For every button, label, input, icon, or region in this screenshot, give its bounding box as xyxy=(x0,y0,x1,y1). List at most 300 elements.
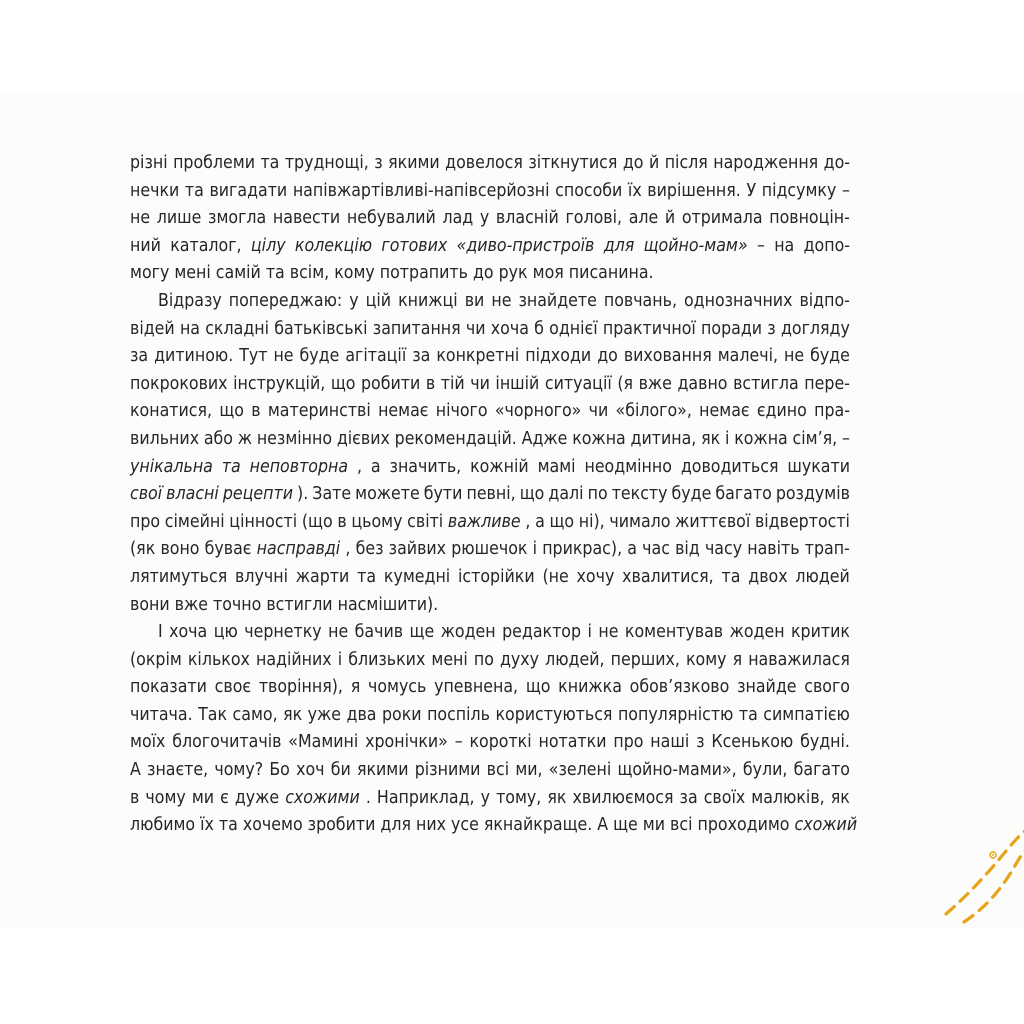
word: я xyxy=(732,649,743,670)
word: буде xyxy=(671,484,712,505)
word: малюків, xyxy=(751,787,825,808)
word: уже xyxy=(307,704,342,725)
word: шукати xyxy=(787,456,850,477)
word: до xyxy=(597,346,618,367)
word: чому? xyxy=(214,760,264,781)
word: хронічки» xyxy=(365,732,448,753)
word: конатися, xyxy=(130,401,213,422)
word: кожна xyxy=(734,428,788,449)
italic-word: схожими xyxy=(285,787,360,808)
text-line xyxy=(130,702,850,730)
word: та xyxy=(721,566,741,587)
word: на xyxy=(179,318,200,339)
word: «чорного» xyxy=(494,401,582,422)
word: симпатією xyxy=(763,704,850,725)
word: упевнена, xyxy=(434,677,519,698)
word: сім’я, xyxy=(792,428,838,449)
word: коментував xyxy=(624,622,724,643)
word: проблеми xyxy=(173,153,256,173)
word: – xyxy=(841,180,850,201)
word: відей xyxy=(130,318,175,339)
word: бути xyxy=(423,484,463,505)
text-line xyxy=(130,647,850,675)
italic-word: цілу xyxy=(250,235,286,256)
word: трап- xyxy=(804,539,850,560)
word: про xyxy=(130,511,161,532)
word: історійки xyxy=(458,566,535,587)
word: вильних xyxy=(130,428,200,449)
word: свого xyxy=(804,677,850,698)
word: тій xyxy=(440,373,465,394)
word: і xyxy=(725,428,730,449)
word: однієї xyxy=(549,318,598,339)
word: каталог, xyxy=(170,235,242,256)
word: наважилася xyxy=(748,649,850,670)
text-span: любимо їх та хочемо зробити для них усе якнайкраще. А ще ми всі проходимо xyxy=(130,815,795,836)
word: всі xyxy=(486,760,510,781)
italic-word: важливе xyxy=(447,511,521,532)
word: чомусь xyxy=(367,677,427,698)
word: читача. xyxy=(130,704,193,725)
text-line xyxy=(130,205,850,233)
word: складні xyxy=(205,318,270,339)
word: Наприклад, xyxy=(376,787,475,808)
word: довелося xyxy=(445,153,523,173)
word: повчань, xyxy=(603,290,677,311)
word: нечки xyxy=(130,180,180,201)
text-line xyxy=(130,233,850,261)
word: з xyxy=(696,732,705,753)
word: популярністю xyxy=(617,704,734,725)
word: чому xyxy=(145,787,186,808)
word: роки xyxy=(382,704,422,725)
word: а xyxy=(535,511,545,532)
word: в xyxy=(337,511,347,532)
word: чи xyxy=(470,373,490,394)
word: вирішення. xyxy=(647,180,741,201)
word: напівжартівливі-напівсерйозні xyxy=(292,180,550,201)
word: надійних xyxy=(255,649,332,670)
word: не xyxy=(273,346,294,367)
word: своїх xyxy=(703,787,746,808)
word: «білого», xyxy=(615,401,692,422)
italic-word: «диво-пристроїв xyxy=(456,235,595,256)
word: єдино xyxy=(756,401,807,422)
word: труднощі, xyxy=(284,153,369,173)
word: хвилюємося xyxy=(572,787,674,808)
word: Зате xyxy=(312,484,352,505)
word: мамі xyxy=(537,456,576,477)
word: людей xyxy=(795,566,850,587)
word: отримала xyxy=(681,208,763,229)
italic-word: власні xyxy=(166,484,219,505)
word: немає xyxy=(378,401,429,422)
word: багато xyxy=(793,760,850,781)
word: а xyxy=(627,539,637,560)
word: цій xyxy=(365,290,392,311)
word: чернетку xyxy=(244,622,322,643)
word: після xyxy=(664,153,708,173)
word: дієвих xyxy=(336,428,390,449)
word: агітації xyxy=(345,346,407,367)
text-line xyxy=(130,592,850,620)
word: чимало xyxy=(609,511,671,532)
word: духу xyxy=(499,649,540,670)
word: чи xyxy=(465,318,486,339)
word: близьких xyxy=(348,649,426,670)
word: у xyxy=(480,787,491,808)
text-line xyxy=(130,619,850,647)
word: буде xyxy=(299,346,340,367)
word: хоч xyxy=(296,760,325,781)
italic-word: свої xyxy=(130,484,163,505)
text-line xyxy=(130,150,850,178)
word: як xyxy=(547,787,567,808)
word: Так xyxy=(198,704,228,725)
word: від xyxy=(675,539,700,560)
word: кому xyxy=(685,649,727,670)
word: у xyxy=(479,208,490,229)
word: «зелені xyxy=(548,760,612,781)
text-line xyxy=(130,729,850,757)
text-line xyxy=(130,536,850,564)
word: книжці xyxy=(398,290,458,311)
word: як xyxy=(701,428,721,449)
word: практичної xyxy=(602,318,696,339)
word: (я xyxy=(617,373,634,394)
word: що xyxy=(519,484,545,505)
word: книжка xyxy=(558,677,622,698)
word: як xyxy=(283,704,303,725)
italic-word: та xyxy=(221,456,241,477)
word: значить, xyxy=(389,456,462,477)
word: якими xyxy=(356,760,409,781)
word: власній xyxy=(495,208,559,229)
word: Відразу xyxy=(158,290,222,311)
word: вже xyxy=(638,373,672,394)
word: знайдете xyxy=(518,290,597,311)
word: є xyxy=(220,787,229,808)
word: допо- xyxy=(803,235,850,256)
text-line xyxy=(130,481,850,509)
word: по xyxy=(587,484,608,505)
word: та xyxy=(357,566,377,587)
word: інструкцій, xyxy=(233,373,326,394)
word: що xyxy=(219,401,244,422)
word: за xyxy=(679,787,698,808)
word: не xyxy=(491,290,512,311)
word: не xyxy=(783,346,805,367)
word: або xyxy=(203,428,233,449)
word: робити xyxy=(361,373,421,394)
word: жарти xyxy=(295,566,350,587)
word: ж xyxy=(237,428,253,449)
word: обов’язково xyxy=(629,677,730,698)
word: , xyxy=(356,456,363,477)
word: іншій xyxy=(495,373,540,394)
text-line xyxy=(130,564,850,592)
word: щойно-мами», xyxy=(617,760,737,781)
word: ). xyxy=(297,484,309,505)
word: рюшечок xyxy=(451,539,528,560)
word: (як xyxy=(130,539,156,560)
text-line xyxy=(130,343,850,371)
word: буде xyxy=(810,346,850,367)
italic-word: колекцію xyxy=(294,235,373,256)
word: само, xyxy=(232,704,278,725)
word: різними xyxy=(414,760,481,781)
word: й xyxy=(648,153,660,173)
italic-word: для xyxy=(603,235,635,256)
word: хоча xyxy=(490,318,529,339)
word: А xyxy=(130,760,141,781)
word: немає xyxy=(699,401,750,422)
word: моїх xyxy=(130,732,166,753)
word: навести xyxy=(272,208,341,229)
word: часу xyxy=(704,539,743,560)
word: хоча xyxy=(169,622,208,643)
word: нічого xyxy=(435,401,488,422)
word: багато xyxy=(715,484,772,505)
italic-word: унікальна xyxy=(130,456,213,477)
word: материнстві xyxy=(267,401,371,422)
word: не xyxy=(598,622,619,643)
word: доводиться xyxy=(680,456,779,477)
word: лише xyxy=(156,208,202,229)
word: редактор xyxy=(502,622,582,643)
word: нотатки xyxy=(538,732,607,753)
word: батьківські xyxy=(274,318,368,339)
word: два xyxy=(346,704,377,725)
word: і xyxy=(587,622,592,643)
word: ний xyxy=(130,235,161,256)
word: по xyxy=(473,649,494,670)
word: , xyxy=(345,539,351,560)
word: і xyxy=(532,539,538,560)
word: підсумку xyxy=(761,180,837,201)
word: не xyxy=(328,622,349,643)
word: відпо- xyxy=(799,290,850,311)
text-line xyxy=(130,812,858,840)
word: та xyxy=(260,153,280,173)
italic-word: рецепти xyxy=(222,484,293,505)
word: кількох xyxy=(187,649,250,670)
word: небувалий xyxy=(346,208,436,229)
word: хвалитися, xyxy=(622,566,714,587)
word: з xyxy=(374,153,383,173)
word: влучні xyxy=(235,566,288,587)
word: рекомендацій. xyxy=(394,428,517,449)
word: – xyxy=(841,428,850,449)
word: ви xyxy=(464,290,485,311)
word: відвертості xyxy=(754,511,850,532)
word: жоден xyxy=(440,622,496,643)
text-line xyxy=(130,371,850,399)
word: перших, xyxy=(610,649,680,670)
word: чи xyxy=(588,401,609,422)
word: цьому xyxy=(351,511,403,532)
word: з xyxy=(767,318,776,339)
word: би xyxy=(330,760,351,781)
word: пра- xyxy=(814,401,850,422)
word: короткі xyxy=(469,732,532,753)
word: на xyxy=(774,235,795,256)
word: , xyxy=(525,511,531,532)
word: роздумів xyxy=(775,484,850,505)
word: Бо xyxy=(269,760,290,781)
word: але xyxy=(628,208,659,229)
text-line xyxy=(130,398,850,426)
word: . xyxy=(365,787,371,808)
word: «Мамині xyxy=(288,732,359,753)
word: тексту xyxy=(611,484,668,505)
word: знаєте, xyxy=(147,760,209,781)
word: до- xyxy=(823,153,850,173)
word: в xyxy=(130,787,140,808)
word: дитиною. xyxy=(154,346,234,367)
word: блогочитачів xyxy=(172,732,282,753)
word: хочу xyxy=(576,566,615,587)
word: кожна xyxy=(572,428,626,449)
word: – xyxy=(756,235,765,256)
word: користуються xyxy=(495,704,613,725)
word: незмінно xyxy=(256,428,333,449)
word: певні, xyxy=(466,484,516,505)
word: якими xyxy=(388,153,440,173)
word: лятимуться xyxy=(130,566,228,587)
word: про xyxy=(613,732,644,753)
word: (що xyxy=(301,511,333,532)
text-line xyxy=(130,260,850,288)
word: попереджаю: xyxy=(228,290,343,311)
word: були, xyxy=(742,760,788,781)
word: б xyxy=(534,318,544,339)
word: світі xyxy=(407,511,444,532)
word: двох xyxy=(748,566,788,587)
word: – xyxy=(454,732,463,753)
word: і xyxy=(337,649,343,670)
text-line xyxy=(130,454,850,482)
word: ні), xyxy=(578,511,605,532)
word: однозначних xyxy=(683,290,793,311)
word: підходи xyxy=(525,346,592,367)
word: час xyxy=(642,539,670,560)
word: змогла xyxy=(208,208,267,229)
word: за xyxy=(130,346,149,367)
word: цю xyxy=(213,622,238,643)
word: показати xyxy=(130,677,207,698)
word: й xyxy=(664,208,676,229)
word: ми xyxy=(191,787,215,808)
word: Адже xyxy=(521,428,568,449)
text-line xyxy=(130,757,850,785)
word: в xyxy=(251,401,261,422)
word: знайде xyxy=(737,677,797,698)
word: а xyxy=(370,456,381,477)
word: конкретні xyxy=(436,346,520,367)
word: сімейні xyxy=(164,511,225,532)
italic-word: неповторна xyxy=(249,456,349,477)
word: що xyxy=(549,511,575,532)
text-line xyxy=(130,509,850,537)
word: як xyxy=(830,787,850,808)
word: У xyxy=(746,180,757,201)
word: прикрас), xyxy=(542,539,623,560)
word: виховання xyxy=(623,346,712,367)
word: догляду xyxy=(780,318,850,339)
word: ще xyxy=(409,622,435,643)
word: дуже xyxy=(234,787,280,808)
text-span: могу мені самій та всім, кому потрапить до рук моя писанина. xyxy=(130,263,654,284)
word: мені xyxy=(431,649,468,670)
word: їх xyxy=(627,180,642,201)
word: жоден xyxy=(729,622,785,643)
word: своє xyxy=(214,677,252,698)
italic-text-span: схожий xyxy=(794,815,858,836)
word: ситуації xyxy=(544,373,612,394)
word: поспіль xyxy=(427,704,490,725)
word: в xyxy=(425,373,436,394)
word: неодмінно xyxy=(584,456,672,477)
word: тому, xyxy=(496,787,542,808)
word: що xyxy=(330,373,356,394)
word: що xyxy=(525,677,551,698)
text-line xyxy=(130,178,850,206)
word: ми, xyxy=(515,760,543,781)
word: кожній xyxy=(470,456,529,477)
word: пере- xyxy=(804,373,850,394)
text-line xyxy=(130,316,850,344)
word: за xyxy=(412,346,431,367)
word: далі xyxy=(548,484,584,505)
word: будні. xyxy=(800,732,850,753)
word: воно xyxy=(160,539,200,560)
word: бачив xyxy=(354,622,404,643)
word: різні xyxy=(130,153,168,173)
italic-word: щойно-мам» xyxy=(643,235,748,256)
text-line xyxy=(130,288,850,316)
text-line xyxy=(130,426,850,454)
word: дитина, xyxy=(630,428,697,449)
text-line xyxy=(130,674,850,702)
word: вигадати xyxy=(209,180,288,201)
word: лад xyxy=(442,208,474,229)
word: у xyxy=(349,290,359,311)
italic-word: насправді xyxy=(256,539,341,560)
text-line xyxy=(130,785,850,813)
word: та xyxy=(738,704,758,725)
word: (не xyxy=(542,566,569,587)
word: кумедні xyxy=(383,566,451,587)
body-text xyxy=(130,150,858,840)
italic-word: готових xyxy=(381,235,448,256)
word: навіть xyxy=(747,539,800,560)
word: наші xyxy=(650,732,690,753)
word: голові, xyxy=(565,208,623,229)
word: поради xyxy=(701,318,763,339)
word: критик xyxy=(791,622,850,643)
word: життєвої xyxy=(675,511,751,532)
word: покрокових xyxy=(130,373,228,394)
word: народження xyxy=(713,153,819,173)
word: зайвих xyxy=(388,539,447,560)
word: встигла xyxy=(733,373,799,394)
word: творіння), xyxy=(258,677,343,698)
word: (окрім xyxy=(130,649,182,670)
word: давно xyxy=(677,373,728,394)
word: я xyxy=(350,677,361,698)
word: запитання xyxy=(372,318,461,339)
